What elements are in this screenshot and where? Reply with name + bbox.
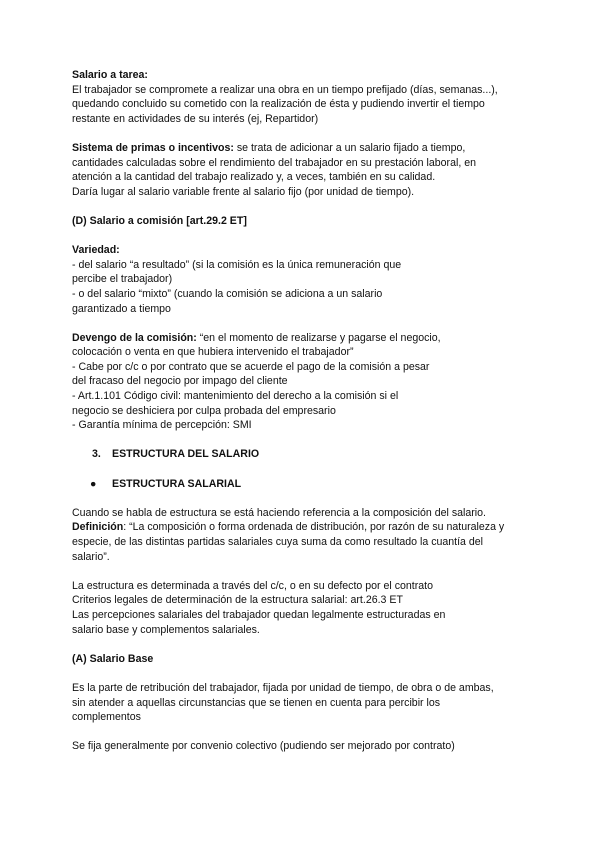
primas-text: se trata de adicionar a un salario fijado a tiempo, bbox=[233, 141, 466, 154]
list-item: percibe el trabajador) bbox=[72, 273, 173, 286]
paragraph-line: salario base y complementos salariales. bbox=[72, 623, 260, 636]
paragraph-line: complementos bbox=[72, 711, 141, 724]
definicion-text: : “La composición o forma ordenada de distribución, por razón de su naturaleza y bbox=[123, 521, 505, 534]
paragraph-line: atención a la cantidad del trabajo realizado y, a veces, también en su calidad. bbox=[72, 171, 436, 184]
paragraph-line: Es la parte de retribución del trabajador, fijada por unidad de tiempo, de obra o de ambas, bbox=[72, 681, 494, 694]
paragraph-line: quedando concluido su cometido con la realización de ésta y pudiendo invertir el tiempo bbox=[72, 98, 485, 111]
paragraph-line: restante en actividades de su interés (ej, Repartidor) bbox=[72, 112, 319, 125]
devengo-paragraph-line bbox=[72, 331, 529, 346]
primas-label: Sistema de primas o incentivos: bbox=[72, 141, 234, 154]
section-heading-comision: (D) Salario a comisión [art.29.2 ET] bbox=[72, 214, 247, 227]
section-heading-base: (A) Salario Base bbox=[72, 652, 154, 665]
spacer bbox=[72, 126, 529, 141]
definicion-label: Definición bbox=[72, 521, 124, 534]
numbered-heading bbox=[72, 447, 529, 462]
spacer bbox=[72, 564, 529, 579]
paragraph-line: - Art.1.101 Código civil: mantenimiento del derecho a la comisión si el bbox=[72, 390, 399, 403]
variedad-heading: Variedad: bbox=[72, 244, 120, 257]
spacer bbox=[72, 637, 529, 652]
spacer bbox=[72, 491, 529, 506]
paragraph-line: Criterios legales de determinación de la estructura salarial: art.26.3 ET bbox=[72, 594, 403, 607]
spacer bbox=[72, 666, 529, 681]
spacer bbox=[72, 199, 529, 214]
paragraph-line: cantidades calculadas sobre el rendimiento del trabajador en su prestación laboral, en bbox=[72, 156, 476, 169]
bulleted-heading bbox=[72, 477, 529, 492]
spacer bbox=[72, 725, 529, 740]
paragraph-line: sin atender a aquellas circunstancias que se tienen en cuenta para percibir los bbox=[72, 696, 441, 709]
heading-number: 3. bbox=[92, 448, 101, 461]
paragraph-line: El trabajador se compromete a realizar una obra en un tiempo prefijado (días, semanas...), bbox=[72, 83, 498, 96]
list-item: - del salario “a resultado” (si la comisión es la única remuneración que bbox=[72, 258, 402, 271]
spacer bbox=[72, 316, 529, 331]
paragraph-line: colocación o venta en que hubiera intervenido el trabajador” bbox=[72, 346, 354, 359]
spacer bbox=[72, 433, 529, 448]
paragraph-line: Cuando se habla de estructura se está haciendo referencia a la composición del salario. bbox=[72, 506, 486, 519]
paragraph-line: Las percepciones salariales del trabajador quedan legalmente estructuradas en bbox=[72, 608, 446, 621]
bullet-icon: ● bbox=[90, 477, 97, 490]
paragraph-line: Se fija generalmente por convenio colectivo (pudiendo ser mejorado por contrato) bbox=[72, 740, 455, 753]
paragraph-line: del fracaso del negocio por impago del cliente bbox=[72, 375, 288, 388]
paragraph-line: La estructura es determinada a través del c/c, o en su defecto por el contrato bbox=[72, 579, 433, 592]
primas-paragraph-line bbox=[72, 141, 529, 156]
heading-text: ESTRUCTURA DEL SALARIO bbox=[112, 448, 260, 461]
paragraph-line: - Garantía mínima de percepción: SMI bbox=[72, 419, 252, 432]
definicion-paragraph-line bbox=[72, 520, 529, 535]
spacer bbox=[72, 229, 529, 244]
document-page bbox=[72, 68, 529, 754]
devengo-text: “en el momento de realizarse y pagarse el negocio, bbox=[196, 331, 441, 344]
subheading-text: ESTRUCTURA SALARIAL bbox=[112, 477, 242, 490]
section-heading-tarea: Salario a tarea: bbox=[72, 69, 148, 81]
paragraph-line: Daría lugar al salario variable frente al salario fijo (por unidad de tiempo). bbox=[72, 185, 415, 198]
paragraph-line: - Cabe por c/c o por contrato que se acuerde el pago de la comisión a pesar bbox=[72, 360, 430, 373]
list-item: - o del salario “mixto” (cuando la comisión se adiciona a un salario bbox=[72, 287, 383, 300]
paragraph-line: salario”. bbox=[72, 550, 110, 563]
list-item: garantizado a tiempo bbox=[72, 302, 171, 315]
devengo-label: Devengo de la comisión: bbox=[72, 331, 197, 344]
paragraph-line: especie, de las distintas partidas salariales cuya suma da como resultado la cuantía del bbox=[72, 536, 484, 548]
spacer bbox=[72, 462, 529, 477]
paragraph-line: negocio se deshiciera por culpa probada del empresario bbox=[72, 404, 336, 417]
